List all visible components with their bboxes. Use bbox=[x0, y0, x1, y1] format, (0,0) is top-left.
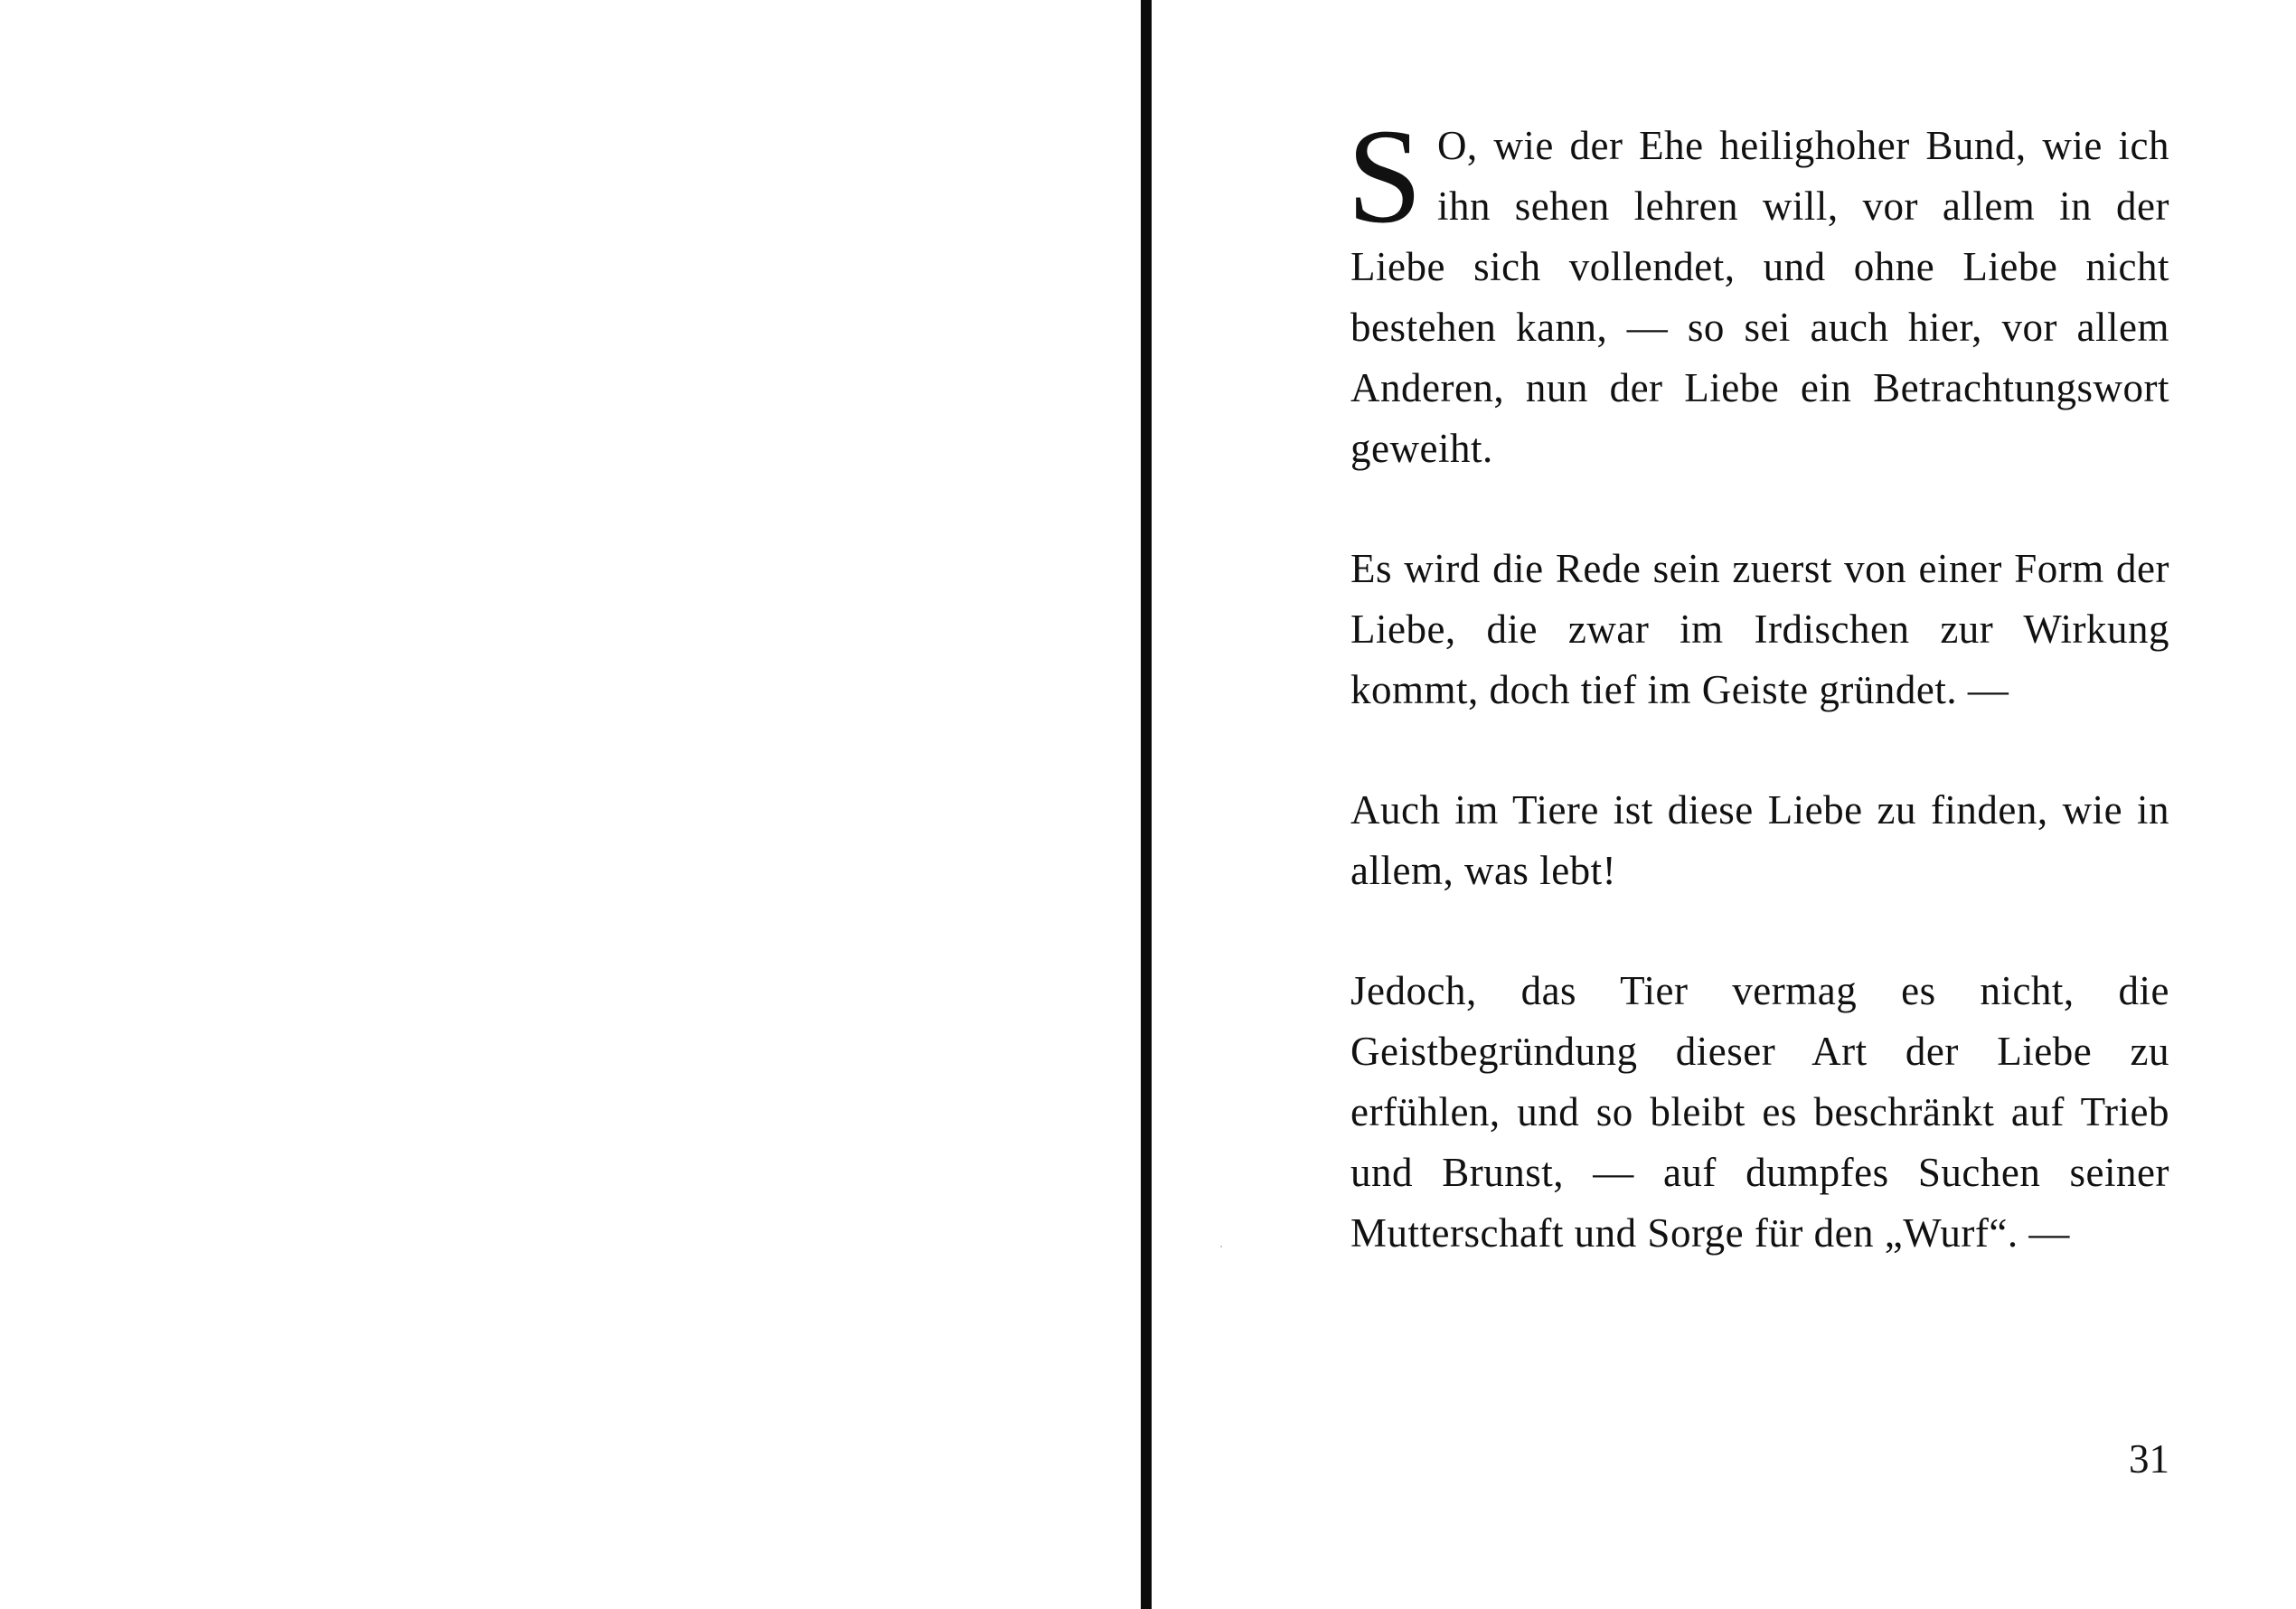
page-number: 31 bbox=[2129, 1436, 2169, 1482]
paragraph-1-text: O, wie der Ehe heilighoher Bund, wie ich ihn sehen lehren will, vor allem in der Liebe sich vollendet, und ohne Liebe nicht bestehen kann, — so sei auch hier, vor allem Anderen, nun der Liebe ein Betrachtungswort geweiht. bbox=[1350, 123, 2169, 471]
book-gutter bbox=[1141, 0, 1152, 1609]
paragraph-2: Es wird die Rede sein zuerst von einer Form der Liebe, die zwar im Irdischen zur Wirkung kommt, doch tief im Geiste gründet. — bbox=[1350, 546, 2169, 712]
body-text bbox=[1347, 101, 2169, 1264]
drop-cap: S bbox=[1347, 101, 1423, 251]
left-page-blank bbox=[0, 0, 1141, 1609]
paper-speck bbox=[1220, 1246, 1222, 1247]
paragraph-4: Jedoch, das Tier vermag es nicht, die Geistbegründung dieser Art der Liebe zu erfühlen, und so bleibt es beschränkt auf Trieb und Brunst, — auf dumpfes Suchen seiner Mutterschaft und Sorge für den „Wurf“. — bbox=[1350, 968, 2169, 1256]
right-page bbox=[1152, 0, 2296, 1609]
paragraph-3: Auch im Tiere ist diese Liebe zu finden, wie in allem, was lebt! bbox=[1350, 787, 2169, 893]
paragraph-1 bbox=[1347, 101, 2169, 479]
